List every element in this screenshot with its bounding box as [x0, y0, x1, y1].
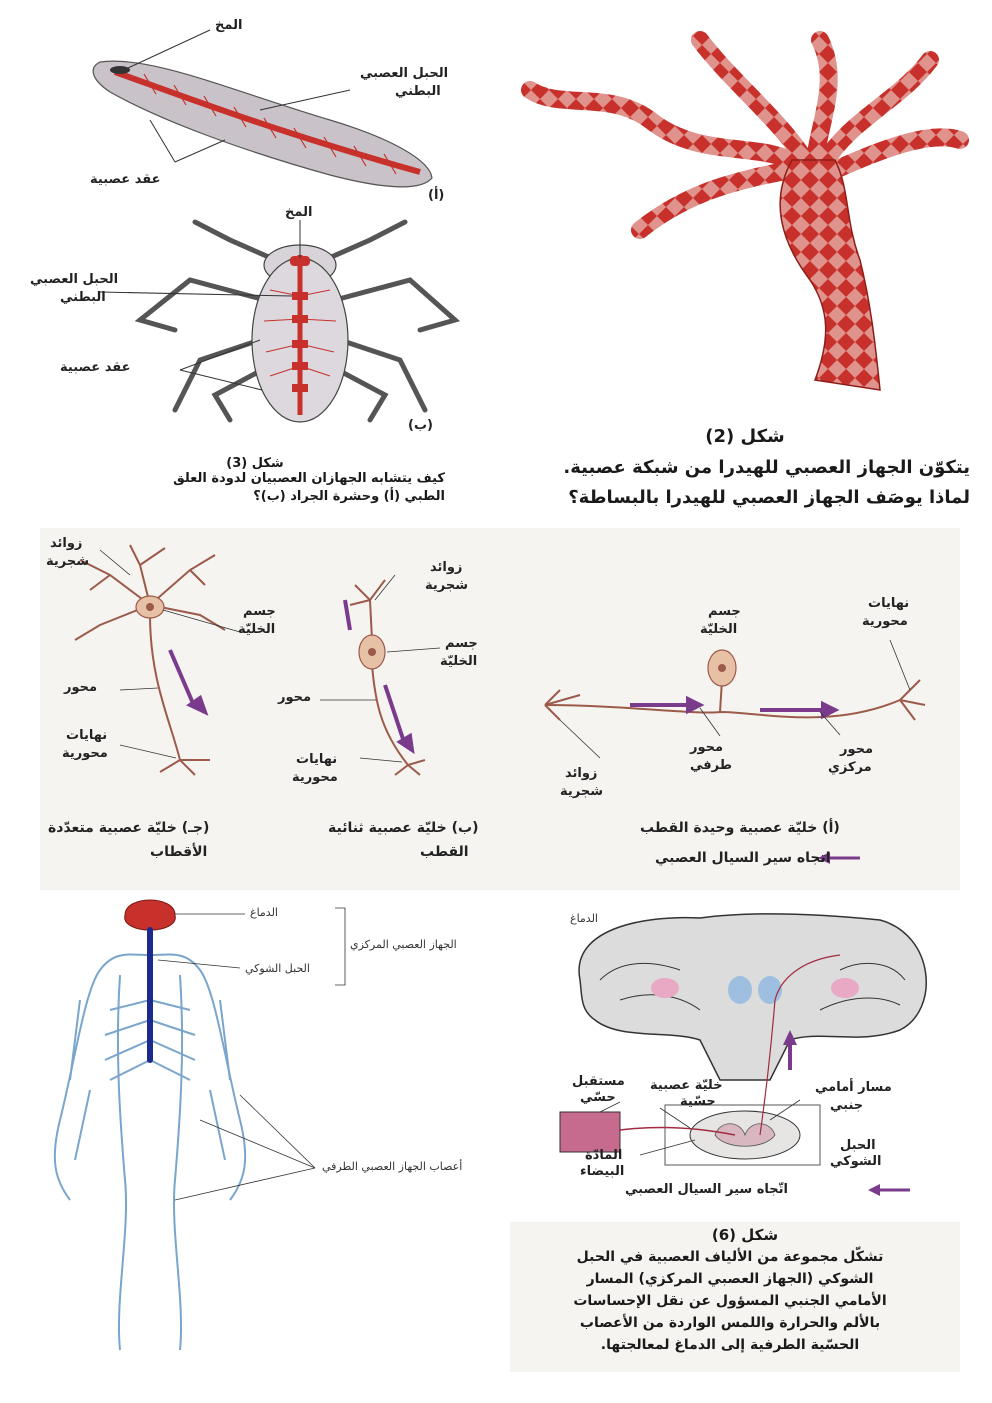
locust-cord-label-1: الحبل العصبي [30, 272, 119, 287]
fig6-tract-label-1: مسار أمامي [815, 1080, 892, 1095]
unipolar-body-label-2: الخليّة [700, 622, 738, 637]
fig6-receptor-label-2: حسّي [580, 1090, 616, 1105]
fig6-caption-line: بالألم والحرارة واللمس الواردة من الأعصاب [579, 1315, 881, 1331]
multipolar-caption-1: (جـ) خليّة عصبية متعدّدة [48, 820, 210, 836]
body-brain-label: الدماغ [250, 906, 278, 919]
multipolar-terminals-label-1: نهايات [66, 728, 108, 743]
fig6-sensory-neuron-label-1: خليّة عصبية [650, 1078, 723, 1093]
multipolar-body-label-2: الخليّة [238, 622, 276, 637]
locust-cord-label-2: البطني [60, 290, 106, 305]
fig6-caption-line: الشوكي (الجهاز العصبي المركزي) المسار [586, 1271, 874, 1287]
unipolar-central-label-1: محور [840, 742, 874, 757]
bipolar-body-label-2: الخليّة [440, 654, 478, 669]
fig6-caption-line: الأمامي الجنبي المسؤول عن نقل الإحساسات [573, 1293, 887, 1309]
multipolar-axon-label: محور [64, 680, 98, 695]
body-cns-label: الجهاز العصبي المركزي [350, 938, 457, 951]
leech-cord-label-2: البطني [395, 84, 441, 99]
fig6-receptor-label-1: مستقبل [572, 1074, 625, 1089]
fig3-caption-line1: كيف يتشابه الجهازان العصبيان لدودة العلق [173, 471, 445, 486]
locust-tag: (ب) [408, 418, 433, 433]
multipolar-caption-2: الأقطاب [150, 844, 208, 860]
fig6-legend: اتّجاه سير السيال العصبي [625, 1182, 788, 1197]
multipolar-dendrites-label-1: زوائد [50, 536, 83, 551]
multipolar-body-label-1: جسم [243, 604, 276, 619]
unipolar-terminals-label-1: نهايات [868, 596, 910, 611]
fig2-caption-line2: لماذا يوصَف الجهاز العصبي للهيدرا بالبساطة؟ [568, 487, 970, 508]
unipolar-dendrites-label-2: شجرية [560, 784, 604, 799]
bipolar-terminals-label-2: محورية [292, 770, 338, 785]
fig6-caption-line: الحسّية الطرفية إلى الدماغ لمعالجتها. [600, 1337, 860, 1353]
fig6-spinal-label-2: الشوكي [830, 1154, 882, 1169]
body-spinal-cord-label: الحبل الشوكي [245, 962, 310, 975]
unipolar-peripheral-label-2: طرفي [690, 758, 732, 773]
fig6-spinal-label-1: الحبل [840, 1138, 876, 1153]
bipolar-axon-label: محور [278, 690, 312, 705]
unipolar-central-label-2: مركزي [828, 760, 872, 775]
leech-cord-label-1: الحبل العصبي [360, 66, 449, 81]
bipolar-caption-1: (ب) خليّة عصبية ثنائية [328, 820, 479, 836]
multipolar-terminals-label-2: محورية [62, 746, 108, 761]
leech-tag: (أ) [428, 188, 445, 203]
body-pns-label: أعصاب الجهاز العصبي الطرفي [322, 1160, 463, 1173]
multipolar-dendrites-label-2: شجرية [46, 554, 90, 569]
fig3-caption-line2: الطبي (أ) وحشرة الجراد (ب)؟ [253, 489, 445, 504]
locust-ganglia-label: عقد عصبية [60, 360, 131, 375]
leech-ganglia-label: عقد عصبية [90, 172, 161, 187]
fig6-white-matter-label-2: البيضاء [580, 1164, 625, 1179]
unipolar-caption: (أ) خليّة عصبية وحيدة القطب [640, 820, 840, 836]
neurons-legend: اتجاه سير السيال العصبي [655, 850, 831, 866]
fig6-tract-label-2: جنبي [830, 1098, 864, 1113]
fig6-white-matter-label-1: المادّة [585, 1148, 623, 1163]
fig3-caption-title: شكل (3) [226, 456, 284, 471]
leech-brain-label: المخ [215, 18, 243, 33]
bipolar-dendrites-label-2: شجرية [425, 578, 469, 593]
bipolar-terminals-label-1: نهايات [296, 752, 338, 767]
bipolar-body-label-1: جسم [445, 636, 478, 651]
unipolar-terminals-label-2: محورية [862, 614, 908, 629]
fig6-sensory-neuron-label-2: حسّية [680, 1094, 716, 1109]
unipolar-dendrites-label-1: زوائد [565, 766, 598, 781]
locust-brain-label: المخ [285, 205, 313, 220]
fig6-caption-line: تشكّل مجموعة من الألياف العصبية في الحبل [576, 1249, 884, 1265]
unipolar-body-label-1: جسم [708, 604, 741, 619]
unipolar-peripheral-label-1: محور [690, 740, 724, 755]
bipolar-caption-2: القطب [420, 844, 469, 860]
fig2-caption-line1: يتكوّن الجهاز العصبي للهيدرا من شبكة عصبية. [563, 457, 970, 478]
fig6-brain-label: الدماغ [570, 912, 598, 925]
fig2-caption-title: شكل (2) [705, 426, 785, 447]
fig6-caption-title: شكل (6) [711, 1226, 779, 1244]
bipolar-dendrites-label-1: زوائد [430, 560, 463, 575]
